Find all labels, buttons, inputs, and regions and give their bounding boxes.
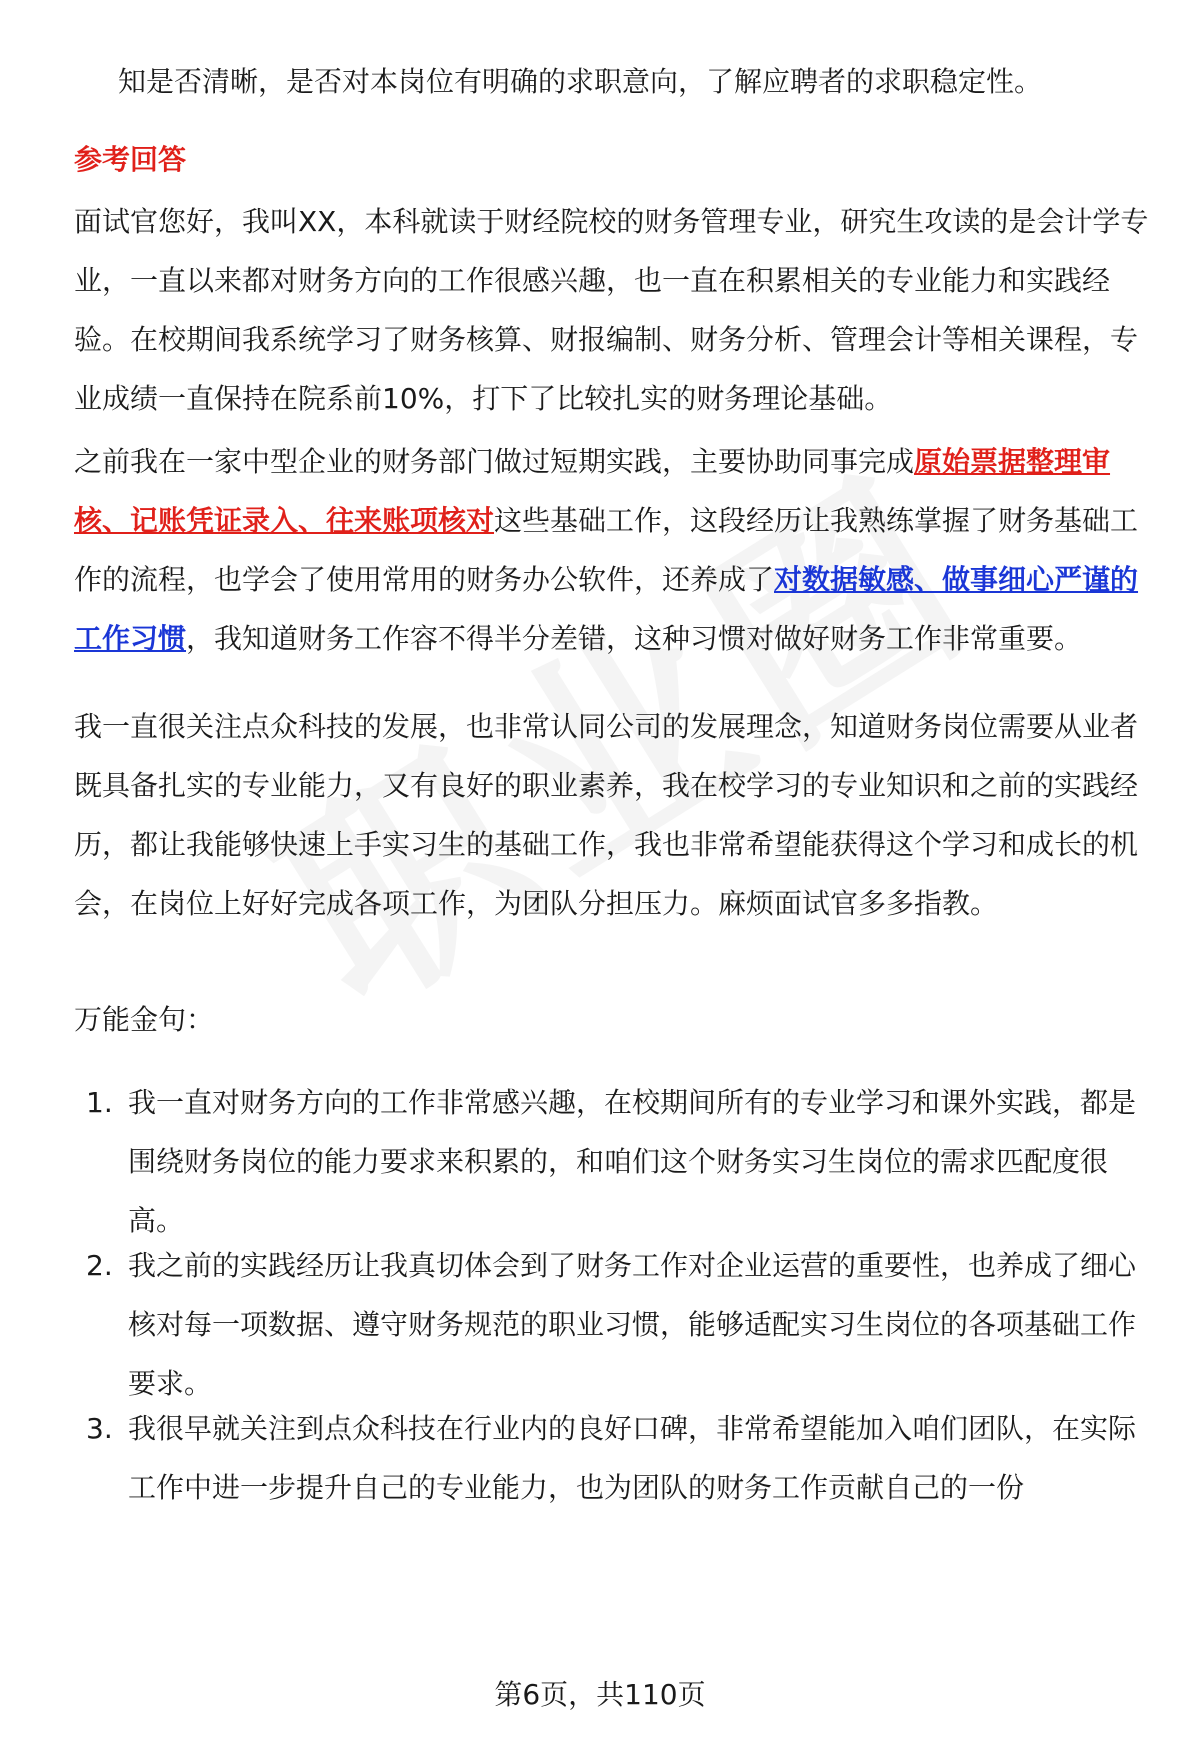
para2-part1: 之前我在一家中型企业的财务部门做过短期实践，主要协助同事完成 — [74, 445, 915, 478]
para2-part2: 这些基础工作，这段经历让我熟练掌握了财务基础工作的流程，也学会了使用常用的财务办公软件，还养成了 — [74, 504, 1139, 596]
golden-phrases-label: 万能金句： — [74, 1003, 215, 1036]
highlight-red-duties: 原始票据整理审核、记账凭证录入、往来账项核对 — [74, 445, 1111, 537]
answer-paragraph-1: 面试官您好，我叫XX，本科就读于财经院校的财务管理专业，研究生攻读的是会计学专业，一直以来都对财务方向的工作很感兴趣，也一直在积累相关的专业能力和实践经验。在校期间我系统学习了财务核算、财报编制、财务分析、管理会计等相关课程，专业成绩一直保持在院系前10%，打下了比较扎实的财务理论基础。 — [74, 205, 1149, 415]
para2-part3: ，我知道财务工作容不得半分差错，这种习惯对做好财务工作非常重要。 — [186, 622, 1083, 655]
reference-answer-heading: 参考回答 — [74, 143, 187, 176]
answer-paragraph-3: 我一直很关注点众科技的发展，也非常认同公司的发展理念，知道财务岗位需要从业者既具备扎实的专业能力，又有良好的职业素养，我在校学习的专业知识和之前的实践经历，都让我能够快速上手实习生的基础工作，我也非常希望能获得这个学习和成长的机会，在岗位上好好完成各项工作，为团队分担压力。麻烦面试官多多指教。 — [74, 710, 1139, 920]
list-text: 我很早就关注到点众科技在行业内的良好口碑，非常希望能加入咱们团队，在实际工作中进一步提升自己的专业能力，也为团队的财务工作贡献自己的一份 — [128, 1412, 1137, 1504]
list-number: 1. — [86, 1086, 113, 1119]
answer-paragraph-2 — [74, 432, 1154, 668]
highlight-blue-habits: 对数据敏感、做事细心严谨的工作习惯 — [74, 563, 1139, 655]
list-text: 我一直对财务方向的工作非常感兴趣，在校期间所有的专业学习和课外实践，都是围绕财务岗位的能力要求来积累的，和咱们这个财务实习生岗位的需求匹配度很高。 — [128, 1086, 1137, 1237]
page-footer: 第6页，共110页 — [494, 1678, 706, 1711]
list-item — [74, 1399, 1154, 1517]
intro-tail-text: 知是否清晰，是否对本岗位有明确的求职意向，了解应聘者的求职稳定性。 — [118, 65, 1043, 98]
list-number: 3. — [86, 1412, 113, 1445]
list-number: 2. — [86, 1249, 113, 1282]
list-item — [74, 1073, 1154, 1250]
list-text: 我之前的实践经历让我真切体会到了财务工作对企业运营的重要性，也养成了细心核对每一项数据、遵守财务规范的职业习惯，能够适配实习生岗位的各项基础工作要求。 — [128, 1249, 1137, 1400]
list-item — [74, 1236, 1154, 1413]
